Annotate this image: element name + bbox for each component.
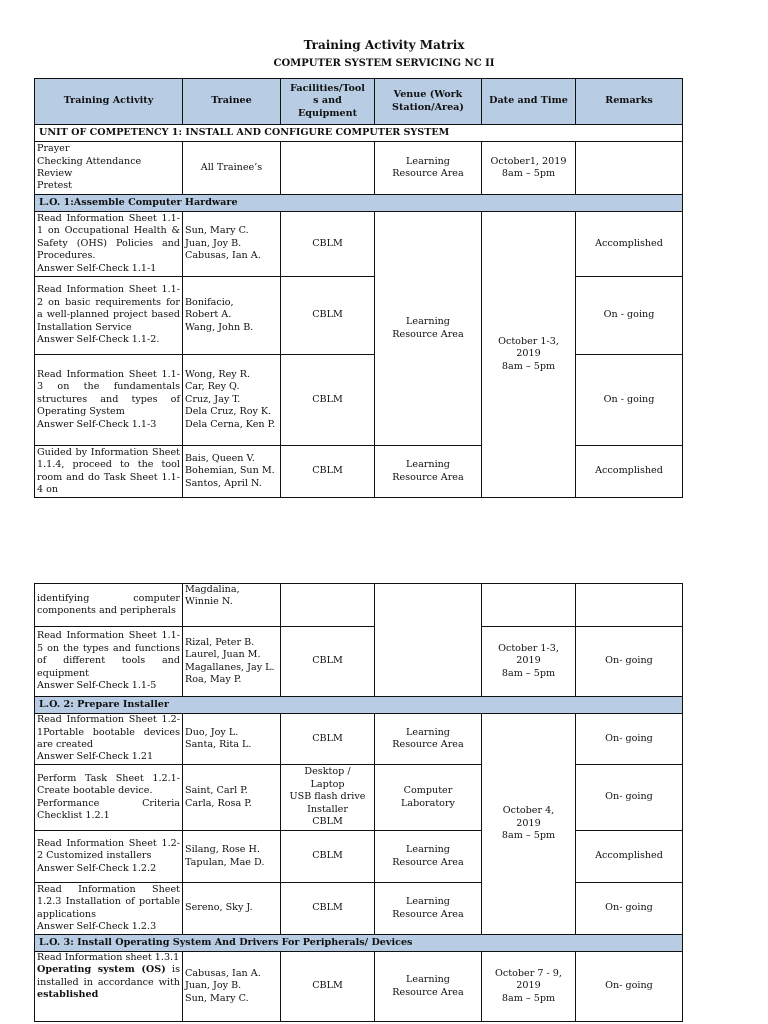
activity-cell: Guided by Information Sheet 1.1.4, proceed to the tool room and do Task Sheet 1.1-4 on [35,446,183,498]
remarks-cell: Accomplished [576,212,683,277]
activity-cell: Read Information Sheet 1.1-1 on Occupational Health & Safety (OHS) Policies and Procedures. Answer Self-Check 1.1-1 [35,212,183,277]
facilities-cell: CBLM [281,212,375,277]
activity-cell: Read Information Sheet 1.2.3 Installation of portable applications Answer Self-Check 1.2.3 [35,883,183,935]
facilities-cell [281,584,375,627]
table-row [35,446,683,498]
activity-cell [35,952,183,1022]
activity-cell: identifying computer components and peripherals [35,584,183,627]
venue-cell: Computer Laboratory [375,765,482,831]
facilities-cell: CBLM [281,277,375,355]
date-cell: October 1-3, 2019 8am – 5pm [482,627,576,697]
activity-text-a: Read Information sheet 1.3.1 [37,952,180,963]
date-cell: October 7 - 9, 2019 8am – 5pm [482,952,576,1022]
trainee-cell: Bais, Queen V. Bohemian, Sun M. Santos, April N. [183,446,281,498]
activity-cell: Read Information Sheet 1.2-1Portable bootable devices are created Answer Self-Check 1.21 [35,714,183,765]
activity-cell: Read Information Sheet 1.1-5 on the types and functions of different tools and equipment Answer Self-Check 1.1-5 [35,627,183,697]
facilities-cell: CBLM [281,883,375,935]
table-row [35,142,683,195]
table-row [35,714,683,765]
facilities-cell [281,142,375,195]
date-cell: October1, 2019 8am – 5pm [482,142,576,195]
remarks-cell: On- going [576,714,683,765]
activity-text-b: is installed in accordance with [37,964,180,988]
remarks-cell [576,142,683,195]
learning-outcome-row [35,195,683,212]
date-cell: October 4, 2019 8am – 5pm [482,714,576,935]
trainee-cell: Magdalina, Winnie N. [183,584,281,627]
date-cell: October 1-3, 2019 8am – 5pm [482,212,576,498]
facilities-cell: CBLM [281,627,375,697]
table-row [35,765,683,831]
remarks-cell: On- going [576,627,683,697]
activity-cell: Read Information Sheet 1.2-2 Customized installers Answer Self-Check 1.2.2 [35,831,183,883]
trainee-cell: Bonifacio, Robert A. Wang, John B. [183,277,281,355]
trainee-cell: Cabusas, Ian A. Juan, Joy B. Sun, Mary C. [183,952,281,1022]
learning-outcome-row [35,935,683,952]
venue-cell: Learning Resource Area [375,212,482,446]
activity-text-bold2: established [37,989,99,1001]
venue-cell: Learning Resource Area [375,883,482,935]
venue-cell [375,584,482,697]
facilities-cell: CBLM [281,355,375,446]
header-training-activity: Training Activity [35,79,183,125]
header-row [35,79,683,125]
learning-outcome-title: L.O. 1:Assemble Computer Hardware [35,195,683,212]
trainee-cell: Saint, Carl P. Carla, Rosa P. [183,765,281,831]
facilities-cell: CBLM [281,446,375,498]
header-date-time: Date and Time [482,79,576,125]
remarks-cell: On- going [576,952,683,1022]
activity-cell: Prayer Checking Attendance Review Pretest [35,142,183,195]
activity-cell: Perform Task Sheet 1.2.1-Create bootable device. Performance Criteria Checklist 1.2.1 [35,765,183,831]
facilities-cell: CBLM [281,714,375,765]
table-row [35,277,683,355]
venue-cell: Learning Resource Area [375,831,482,883]
trainee-cell: Duo, Joy L. Santa, Rita L. [183,714,281,765]
remarks-cell: Accomplished [576,446,683,498]
training-matrix-table [34,78,683,498]
table-row [35,627,683,697]
trainee-cell: Sereno, Sky J. [183,883,281,935]
remarks-cell: On - going [576,355,683,446]
date-cell [482,584,576,627]
learning-outcome-title: L.O. 3: Install Operating System And Drivers For Peripherals/ Devices [35,935,683,952]
activity-cell: Read Information Sheet 1.1-3 on the fundamentals structures and types of Operating System Answer Self-Check 1.1-3 [35,355,183,446]
remarks-cell: On- going [576,765,683,831]
header-remarks: Remarks [576,79,683,125]
page-title: Training Activity Matrix [303,38,465,52]
unit-row [35,125,683,142]
table-row [35,212,683,277]
venue-cell: Learning Resource Area [375,714,482,765]
table-row [35,883,683,935]
facilities-cell: Desktop / Laptop USB flash drive Installer CBLM [281,765,375,831]
trainee-cell: Silang, Rose H. Tapulan, Mae D. [183,831,281,883]
remarks-cell [576,584,683,627]
remarks-cell: Accomplished [576,831,683,883]
activity-text-bold: Operating system (OS) [37,964,166,976]
activity-cell: Read Information Sheet 1.1-2 on basic requirements for a well-planned project based Installation Service Answer Self-Check 1.1-2. [35,277,183,355]
header-trainee: Trainee [183,79,281,125]
trainee-cell: Sun, Mary C. Juan, Joy B. Cabusas, Ian A. [183,212,281,277]
header-facilities: Facilities/Tool s and Equipment [281,79,375,125]
facilities-cell: CBLM [281,952,375,1022]
learning-outcome-title: L.O. 2: Prepare Installer [35,697,683,714]
remarks-cell: On - going [576,277,683,355]
trainee-cell: Rizal, Peter B. Laurel, Juan M. Magallanes, Jay L. Roa, May P. [183,627,281,697]
table-row [35,355,683,446]
table-row [35,952,683,1022]
learning-outcome-row [35,697,683,714]
remarks-cell: On- going [576,883,683,935]
venue-cell: Learning Resource Area [375,952,482,1022]
trainee-cell: Wong, Rey R. Car, Rey Q. Cruz, Jay T. Dela Cruz, Roy K. Dela Cerna, Ken P. [183,355,281,446]
trainee-cell: All Trainee’s [183,142,281,195]
unit-of-competency-title: UNIT OF COMPETENCY 1: INSTALL AND CONFIGURE COMPUTER SYSTEM [35,125,683,142]
page-subtitle: COMPUTER SYSTEM SERVICING NC II [273,58,495,69]
venue-cell: Learning Resource Area [375,142,482,195]
facilities-cell: CBLM [281,831,375,883]
header-venue: Venue (Work Station/Area) [375,79,482,125]
venue-cell: Learning Resource Area [375,446,482,498]
training-matrix-table-continued [34,583,683,1022]
table-row [35,831,683,883]
table-row [35,584,683,627]
